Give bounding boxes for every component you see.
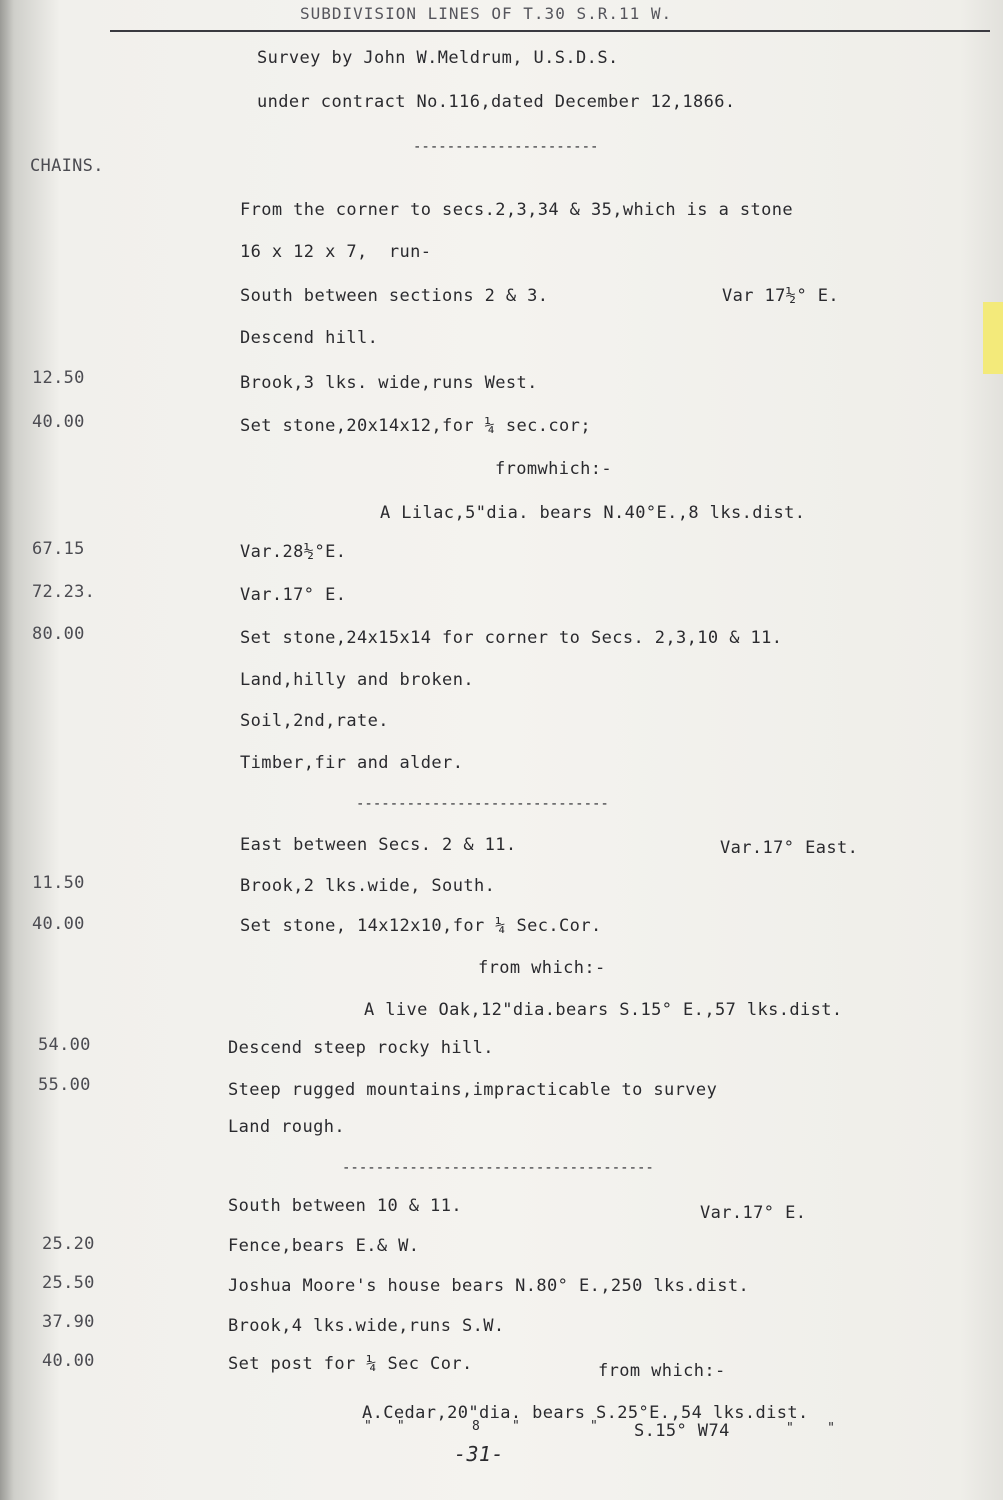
s3-bearing-2-ditto-3: " xyxy=(590,1419,599,1434)
s3-entry-2-text: Joshua Moore's house bears N.80° E.,250 lks.dist. xyxy=(228,1276,750,1296)
s1-entry-4-chains: 72.23. xyxy=(32,582,96,602)
s1-note-timber: Timber,fir and alder. xyxy=(240,753,464,773)
s3-course: South between 10 & 11. xyxy=(228,1196,462,1216)
s2-entry-3-text: Descend steep rocky hill. xyxy=(228,1038,494,1058)
contract-line: under contract No.116,dated December 12,1866. xyxy=(257,92,736,112)
s1-intro-line-1: From the corner to secs.2,3,34 & 35,which is a stone xyxy=(240,200,794,220)
survey-by-line: Survey by John W.Meldrum, U.S.D.S. xyxy=(257,48,619,68)
s1-entry-2-text: Set stone,20x14x12,for ¼ sec.cor; xyxy=(240,416,591,436)
s2-entry-4-chains: 55.00 xyxy=(38,1075,91,1095)
s3-entry-4-chains: 40.00 xyxy=(42,1351,95,1371)
s1-entry-2-chains: 40.00 xyxy=(32,412,85,432)
header-rule-line xyxy=(110,30,990,32)
s1-line-descend-hill: Descend hill. xyxy=(240,328,379,348)
s2-entry-3-chains: 54.00 xyxy=(38,1035,91,1055)
s2-entry-1-text: Brook,2 lks.wide, South. xyxy=(240,876,496,896)
s2-note-land: Land rough. xyxy=(228,1117,345,1137)
s1-dash-rule: ------------------------------ xyxy=(356,796,609,812)
s1-entry-4-text: Var.17° E. xyxy=(240,585,347,605)
s1-note-land: Land,hilly and broken. xyxy=(240,670,474,690)
yellow-sticky-tab xyxy=(983,302,1003,374)
s2-entry-2-text: Set stone, 14x12x10,for ¼ Sec.Cor. xyxy=(240,916,602,936)
s1-from-which: fromwhich:- xyxy=(495,459,612,479)
s3-entry-3-chains: 37.90 xyxy=(42,1312,95,1332)
s3-entry-2-chains: 25.50 xyxy=(42,1273,95,1293)
s1-bearing: A Lilac,5"dia. bears N.40°E.,8 lks.dist. xyxy=(380,503,806,523)
s2-dash-rule: ------------------------------------- xyxy=(342,1160,654,1176)
s2-variation: Var.17° East. xyxy=(720,838,859,858)
s1-intro-line-2: 16 x 12 x 7, run- xyxy=(240,242,432,262)
s1-variation: Var 17½° E. xyxy=(722,286,839,306)
s3-bearing-2-size: 8 xyxy=(472,1419,481,1434)
header-dash-rule: ---------------------- xyxy=(413,139,599,155)
s3-bearing-1: A.Cedar,20"dia. bears S.25°E.,54 lks.dist. xyxy=(362,1403,809,1423)
s2-from-which: from which:- xyxy=(478,958,606,978)
s3-entry-3-text: Brook,4 lks.wide,runs S.W. xyxy=(228,1316,505,1336)
s3-entry-1-chains: 25.20 xyxy=(42,1234,95,1254)
s1-entry-3-chains: 67.15 xyxy=(32,539,85,559)
s1-course: South between sections 2 & 3. xyxy=(240,286,549,306)
s2-bearing: A live Oak,12"dia.bears S.15° E.,57 lks.dist. xyxy=(364,1000,843,1020)
s1-entry-1-text: Brook,3 lks. wide,runs West. xyxy=(240,373,538,393)
s1-note-soil: Soil,2nd,rate. xyxy=(240,711,389,731)
chains-column-label: CHAINS. xyxy=(30,156,104,176)
s3-bearing-2-value: S.15° W74 xyxy=(634,1421,730,1441)
s3-entry-1-text: Fence,bears E.& W. xyxy=(228,1236,420,1256)
s2-entry-4-text: Steep rugged mountains,impracticable to survey xyxy=(228,1080,718,1100)
s1-entry-3-text: Var.28½°E. xyxy=(240,542,347,562)
document-header-title: SUBDIVISION LINES OF T.30 S.R.11 W. xyxy=(300,4,673,23)
s3-bearing-2-ditto-1: " " xyxy=(364,1419,406,1434)
s3-bearing-2-ditto-2: " xyxy=(512,1419,521,1434)
s2-entry-2-chains: 40.00 xyxy=(32,914,85,934)
s1-entry-5-text: Set stone,24x15x14 for corner to Secs. 2,3,10 & 11. xyxy=(240,628,783,648)
s3-variation: Var.17° E. xyxy=(700,1203,807,1223)
s3-from-which: from which:- xyxy=(598,1361,726,1381)
page-number: -31- xyxy=(454,1442,504,1466)
s3-bearing-2-ditto-4: " " xyxy=(786,1421,836,1436)
s3-entry-4-text: Set post for ¼ Sec Cor. xyxy=(228,1354,473,1374)
s1-entry-5-chains: 80.00 xyxy=(32,624,85,644)
s2-course: East between Secs. 2 & 11. xyxy=(240,835,517,855)
s2-entry-1-chains: 11.50 xyxy=(32,873,85,893)
s1-entry-1-chains: 12.50 xyxy=(32,368,85,388)
